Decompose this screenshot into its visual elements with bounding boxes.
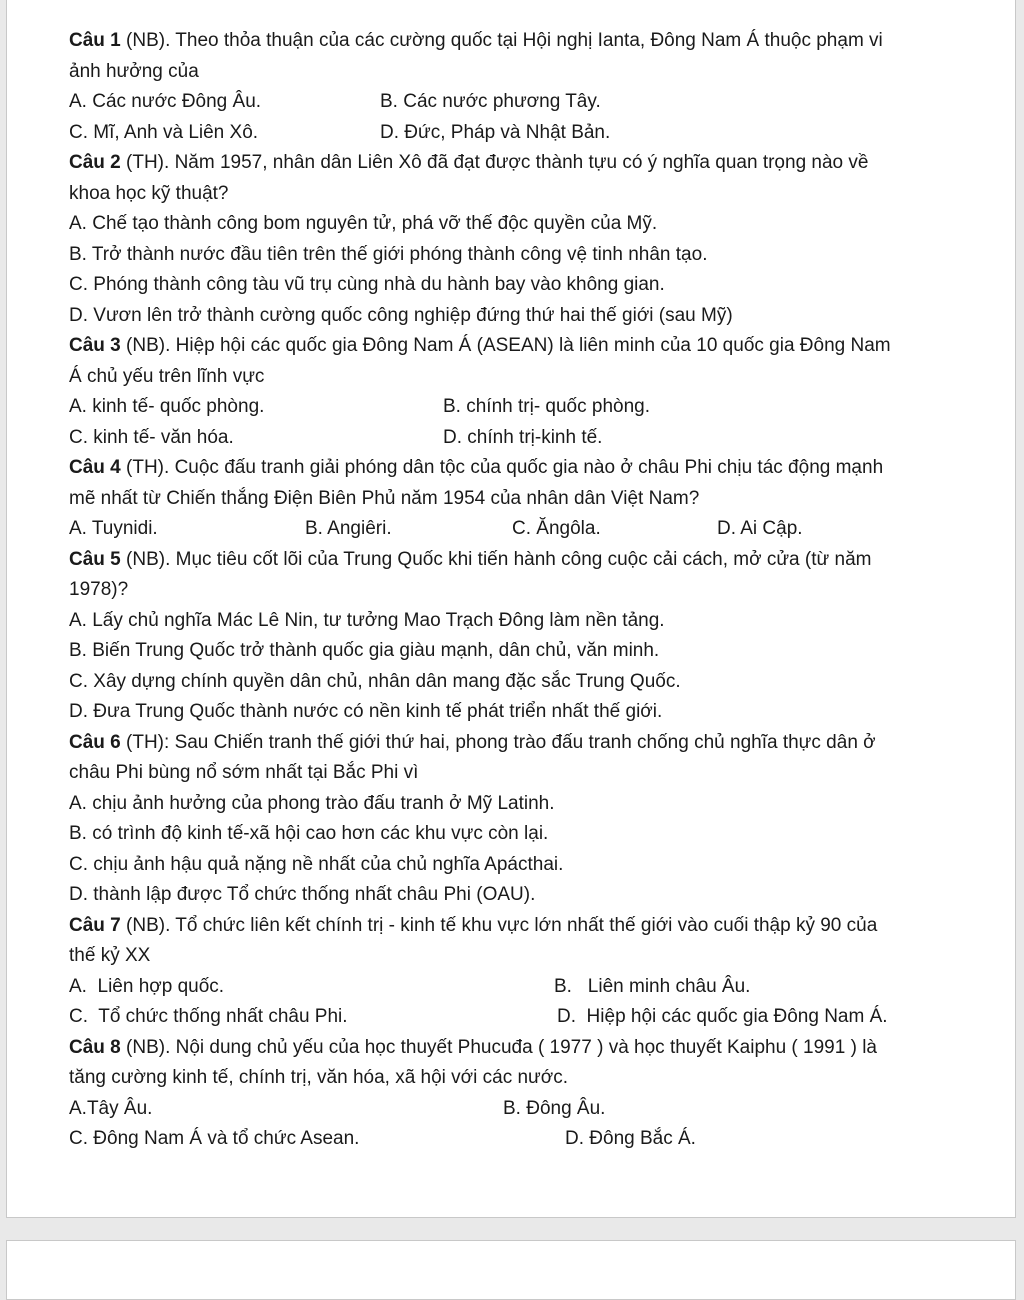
option-c: C. Phóng thành công tàu vũ trụ cùng nhà du hành bay vào không gian. [69, 274, 665, 295]
option-a: A. kinh tế- quốc phòng. [69, 396, 265, 417]
option-a: A. Liên hợp quốc. [69, 975, 225, 997]
option-d: D. chính trị-kinh tế. [443, 426, 603, 448]
question-4-line-1 [69, 453, 969, 484]
question-2-text: (TH). Năm 1957, nhân dân Liên Xô đã đạt được thành tựu có ý nghĩa quan trọng nào về [120, 152, 869, 173]
question-7-options-row-2 [69, 1002, 969, 1033]
question-7-options-row-1 [69, 972, 969, 1003]
question-7-number: Câu 7 [69, 914, 121, 936]
question-7-text: (NB). Tổ chức liên kết chính trị - kinh tế khu vực lớn nhất thế giới vào cuối thập kỷ 90 của [120, 914, 878, 936]
option-c: C. kinh tế- văn hóa. [69, 426, 234, 448]
question-list [69, 26, 969, 1155]
question-2-line-1 [69, 148, 969, 179]
option-d: D. Ai Cập. [717, 518, 803, 539]
question-6-text: (TH): Sau Chiến tranh thế giới thứ hai, phong trào đấu tranh chống chủ nghĩa thực dân ở [120, 731, 876, 753]
option-a: A. Chế tạo thành công bom nguyên tử, phá vỡ thế độc quyền của Mỹ. [69, 213, 658, 234]
next-page [6, 1240, 1016, 1300]
option-b: B. Liên minh châu Âu. [554, 975, 751, 997]
question-3-line-2: Á chủ yếu trên lĩnh vực [69, 365, 265, 387]
document-page [6, 0, 1016, 1218]
option-b: B. Angiêri. [305, 518, 392, 539]
question-4-number: Câu 4 [69, 457, 121, 478]
question-8-line-2: tăng cường kinh tế, chính trị, văn hóa, xã hội với các nước. [69, 1067, 569, 1088]
question-6-number: Câu 6 [69, 731, 121, 753]
question-1-text: (NB). Theo thỏa thuận của các cường quốc tại Hội nghị Ianta, Đông Nam Á thuộc phạm vi [120, 30, 883, 51]
question-1-options-row-2 [69, 118, 969, 149]
question-2-line-2: khoa học kỹ thuật? [69, 182, 229, 204]
question-1-line-1 [69, 26, 969, 57]
option-c: C. chịu ảnh hậu quả nặng nề nhất của chủ nghĩa Apácthai. [69, 853, 564, 875]
option-b: B. Biến Trung Quốc trở thành quốc gia giàu mạnh, dân chủ, văn minh. [69, 640, 660, 661]
question-4-text: (TH). Cuộc đấu tranh giải phóng dân tộc của quốc gia nào ở châu Phi chịu tác động mạnh [120, 457, 884, 478]
option-d: D. Hiệp hội các quốc gia Đông Nam Á. [557, 1006, 888, 1027]
option-a: A. Các nước Đông Âu. [69, 91, 262, 112]
question-7-line-1 [69, 911, 969, 942]
question-3-number: Câu 3 [69, 335, 121, 356]
question-8-options-row-1 [69, 1094, 969, 1125]
option-a: A. chịu ảnh hưởng của phong trào đấu tranh ở Mỹ Latinh. [69, 792, 555, 814]
option-b: B. Đông Âu. [503, 1097, 606, 1119]
option-d: D. Đưa Trung Quốc thành nước có nền kinh tế phát triển nhất thế giới. [69, 701, 663, 722]
question-5-text: (NB). Mục tiêu cốt lõi của Trung Quốc khi tiến hành công cuộc cải cách, mở cửa (từ năm [120, 548, 872, 570]
option-a: A. Lấy chủ nghĩa Mác Lê Nin, tư tưởng Mao Trạch Đông làm nền tảng. [69, 609, 665, 631]
question-7-line-2: thế kỷ XX [69, 945, 151, 966]
option-d: D. Đức, Pháp và Nhật Bản. [380, 121, 611, 143]
question-8-text: (NB). Nội dung chủ yếu của học thuyết Phucuđa ( 1977 ) và học thuyết Kaiphu ( 1991 ) là [120, 1036, 877, 1058]
question-3-text: (NB). Hiệp hội các quốc gia Đông Nam Á (ASEAN) là liên minh của 10 quốc gia Đông Nam [120, 335, 891, 356]
option-b: B. Trở thành nước đầu tiên trên thế giới phóng thành công vệ tinh nhân tạo. [69, 243, 708, 265]
question-3-options-row-1 [69, 392, 969, 423]
question-8-line-1 [69, 1033, 969, 1064]
option-a: A. Tuynidi. [69, 518, 158, 539]
question-6-line-1 [69, 728, 969, 759]
option-c: C. Tổ chức thống nhất châu Phi. [69, 1006, 348, 1027]
option-d: D. thành lập được Tổ chức thống nhất châu Phi (OAU). [69, 884, 536, 905]
option-b: B. chính trị- quốc phòng. [443, 396, 651, 417]
question-5-line-1 [69, 545, 969, 576]
option-b: B. có trình độ kinh tế-xã hội cao hơn các khu vực còn lại. [69, 823, 549, 844]
question-5-line-2: 1978)? [69, 579, 129, 600]
question-4-options-row [69, 514, 969, 545]
question-8-number: Câu 8 [69, 1036, 121, 1058]
question-6-line-2: châu Phi bùng nổ sớm nhất tại Bắc Phi vì [69, 762, 419, 783]
option-d: D. Đông Bắc Á. [565, 1128, 696, 1149]
option-b: B. Các nước phương Tây. [380, 91, 601, 112]
option-a: A.Tây Âu. [69, 1097, 153, 1119]
question-1-line-2: ảnh hưởng của [69, 60, 199, 82]
question-8-options-row-2 [69, 1124, 969, 1155]
question-1-number: Câu 1 [69, 30, 121, 51]
question-5-number: Câu 5 [69, 548, 121, 570]
question-3-options-row-2 [69, 423, 969, 454]
option-c: C. Mĩ, Anh và Liên Xô. [69, 121, 259, 143]
question-1-options-row-1 [69, 87, 969, 118]
option-c: C. Ăngôla. [512, 518, 601, 539]
option-d: D. Vươn lên trở thành cường quốc công nghiệp đứng thứ hai thế giới (sau Mỹ) [69, 304, 733, 326]
question-3-line-1 [69, 331, 969, 362]
option-c: C. Đông Nam Á và tổ chức Asean. [69, 1128, 360, 1149]
option-c: C. Xây dựng chính quyền dân chủ, nhân dân mang đặc sắc Trung Quốc. [69, 670, 681, 692]
question-2-number: Câu 2 [69, 152, 121, 173]
question-4-line-2: mẽ nhất từ Chiến thắng Điện Biên Phủ năm 1954 của nhân dân Việt Nam? [69, 487, 700, 509]
